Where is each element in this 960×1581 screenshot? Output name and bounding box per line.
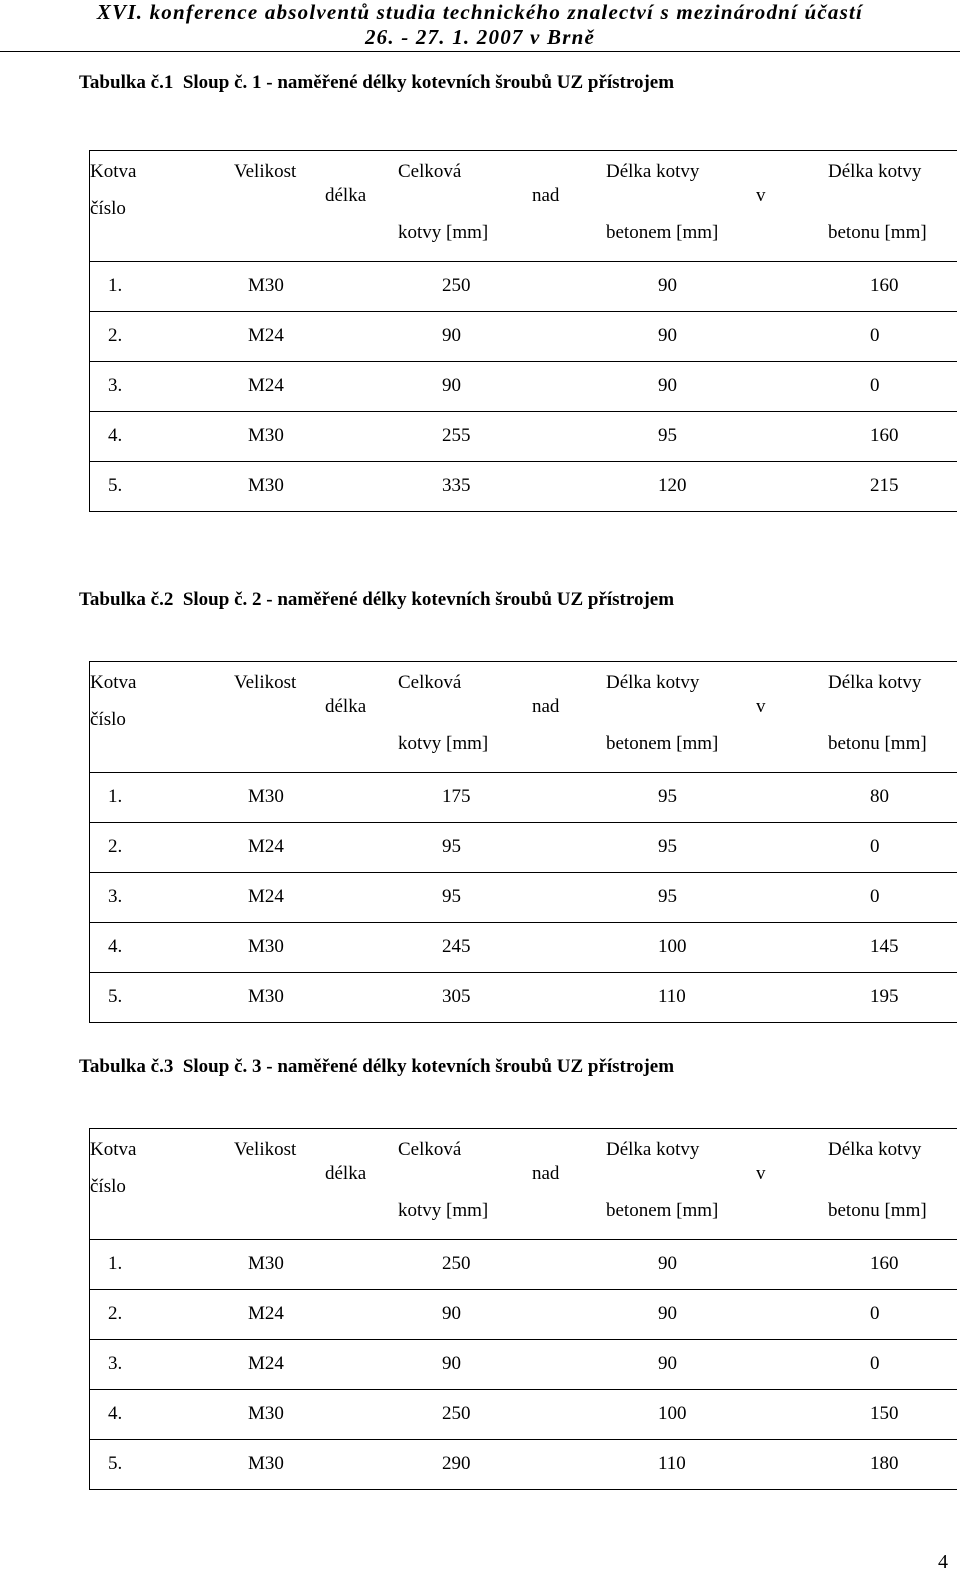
header-nad: nad [532, 696, 560, 717]
cell-length-in-concrete: 0 [870, 375, 880, 396]
table-row [90, 973, 957, 1022]
header-v: v [756, 1163, 766, 1184]
cell-length-above-concrete: 90 [658, 1253, 677, 1274]
header-delka-kotvy-above: Délka kotvy [606, 1139, 700, 1160]
header-kotvy-mm: kotvy [mm] [398, 733, 489, 754]
cell-length-above-concrete: 95 [658, 786, 677, 807]
table-row [90, 873, 957, 923]
cell-anchor-size: M30 [248, 425, 284, 446]
table-row [90, 412, 957, 462]
cell-length-in-concrete: 0 [870, 886, 880, 907]
header-velikost: Velikost [234, 1139, 297, 1160]
cell-length-in-concrete: 145 [870, 936, 899, 957]
cell-length-in-concrete: 180 [870, 1453, 899, 1474]
anchor-length-table [89, 1128, 957, 1490]
cell-anchor-number: 1. [108, 275, 123, 296]
cell-anchor-size: M30 [248, 475, 284, 496]
table-caption: Tabulka č.1 Sloup č. 1 - naměřené délky kotevních šroubů UZ přístrojem [79, 72, 675, 93]
cell-length-in-concrete: 195 [870, 986, 899, 1007]
table-row [90, 312, 957, 362]
table-header [90, 662, 957, 773]
cell-total-length: 245 [442, 936, 471, 957]
header-delka-kotvy-in: Délka kotvy [828, 672, 922, 693]
cell-anchor-number: 3. [108, 886, 123, 907]
cell-total-length: 290 [442, 1453, 471, 1474]
cell-anchor-size: M24 [248, 1303, 284, 1324]
header-rule [0, 51, 960, 52]
cell-length-in-concrete: 80 [870, 786, 889, 807]
cell-length-in-concrete: 160 [870, 275, 899, 296]
table-row [90, 1340, 957, 1390]
cell-total-length: 95 [442, 886, 461, 907]
cell-length-in-concrete: 215 [870, 475, 899, 496]
cell-length-above-concrete: 90 [658, 325, 677, 346]
cell-anchor-number: 2. [108, 325, 123, 346]
cell-length-above-concrete: 100 [658, 936, 687, 957]
cell-length-above-concrete: 110 [658, 986, 686, 1007]
table-caption: Tabulka č.2 Sloup č. 2 - naměřené délky kotevních šroubů UZ přístrojem [79, 589, 675, 610]
header-velikost: Velikost [234, 672, 297, 693]
header-v: v [756, 696, 766, 717]
cell-anchor-number: 2. [108, 836, 123, 857]
header-delka-kotvy-above: Délka kotvy [606, 672, 700, 693]
cell-anchor-number: 3. [108, 375, 123, 396]
cell-anchor-size: M24 [248, 886, 284, 907]
cell-total-length: 90 [442, 1303, 461, 1324]
cell-length-in-concrete: 0 [870, 1303, 880, 1324]
header-betonem: betonem [mm] [606, 222, 719, 243]
header-betonem: betonem [mm] [606, 1200, 719, 1221]
cell-anchor-number: 5. [108, 986, 123, 1007]
cell-length-in-concrete: 0 [870, 1353, 880, 1374]
table-row [90, 1240, 957, 1290]
header-delka: délka [325, 185, 367, 206]
cell-total-length: 90 [442, 1353, 461, 1374]
header-delka-kotvy-in: Délka kotvy [828, 1139, 922, 1160]
header-delka-kotvy-in: Délka kotvy [828, 161, 922, 182]
cell-anchor-size: M30 [248, 1453, 284, 1474]
header-velikost: Velikost [234, 161, 297, 182]
cell-length-in-concrete: 160 [870, 425, 899, 446]
table-row [90, 1440, 957, 1489]
cell-length-above-concrete: 90 [658, 275, 677, 296]
cell-anchor-number: 2. [108, 1303, 123, 1324]
table-row [90, 1390, 957, 1440]
cell-anchor-size: M30 [248, 275, 284, 296]
cell-anchor-number: 4. [108, 1403, 123, 1424]
table-row [90, 823, 957, 873]
header-kotvy-mm: kotvy [mm] [398, 1200, 489, 1221]
header-delka: délka [325, 1163, 367, 1184]
running-head-line-2: 26. - 27. 1. 2007 v Brně [364, 25, 596, 49]
cell-length-in-concrete: 0 [870, 325, 880, 346]
header-nad: nad [532, 1163, 560, 1184]
header-kotvy-mm: kotvy [mm] [398, 222, 489, 243]
cell-length-in-concrete: 0 [870, 836, 880, 857]
cell-length-above-concrete: 95 [658, 836, 677, 857]
header-cislo: číslo [90, 198, 126, 219]
cell-anchor-size: M30 [248, 986, 284, 1007]
running-head-line-1: XVI. konference absolventů studia technického znalectví s mezinárodní účastí [96, 0, 864, 24]
cell-length-above-concrete: 90 [658, 375, 677, 396]
cell-total-length: 175 [442, 786, 471, 807]
page-number: 4 [938, 1551, 948, 1573]
header-cislo: číslo [90, 1176, 126, 1197]
cell-anchor-size: M24 [248, 1353, 284, 1374]
cell-total-length: 95 [442, 836, 461, 857]
cell-total-length: 250 [442, 1403, 471, 1424]
header-nad: nad [532, 185, 560, 206]
header-betonem: betonem [mm] [606, 733, 719, 754]
header-kotva: Kotva [90, 161, 137, 182]
cell-anchor-size: M24 [248, 325, 284, 346]
cell-anchor-number: 1. [108, 786, 123, 807]
cell-length-in-concrete: 150 [870, 1403, 899, 1424]
cell-length-above-concrete: 95 [658, 886, 677, 907]
cell-anchor-number: 5. [108, 475, 123, 496]
cell-anchor-size: M24 [248, 836, 284, 857]
cell-length-above-concrete: 95 [658, 425, 677, 446]
cell-total-length: 305 [442, 986, 471, 1007]
cell-anchor-size: M30 [248, 1403, 284, 1424]
cell-total-length: 90 [442, 375, 461, 396]
header-celkova: Celková [398, 1139, 462, 1160]
cell-anchor-size: M30 [248, 1253, 284, 1274]
header-betonu: betonu [mm] [828, 733, 927, 754]
cell-anchor-size: M30 [248, 786, 284, 807]
cell-length-above-concrete: 90 [658, 1353, 677, 1374]
cell-total-length: 250 [442, 275, 471, 296]
header-betonu: betonu [mm] [828, 1200, 927, 1221]
header-celkova: Celková [398, 672, 462, 693]
anchor-length-table [89, 150, 957, 512]
cell-length-in-concrete: 160 [870, 1253, 899, 1274]
table-row [90, 262, 957, 312]
cell-length-above-concrete: 100 [658, 1403, 687, 1424]
table-header [90, 151, 957, 262]
table-row [90, 462, 957, 511]
cell-total-length: 90 [442, 325, 461, 346]
cell-length-above-concrete: 120 [658, 475, 687, 496]
cell-length-above-concrete: 90 [658, 1303, 677, 1324]
cell-total-length: 335 [442, 475, 471, 496]
cell-anchor-number: 4. [108, 425, 123, 446]
cell-total-length: 250 [442, 1253, 471, 1274]
cell-anchor-number: 4. [108, 936, 123, 957]
header-kotva: Kotva [90, 672, 137, 693]
header-delka: délka [325, 696, 367, 717]
header-celkova: Celková [398, 161, 462, 182]
anchor-length-table [89, 661, 957, 1023]
cell-anchor-number: 5. [108, 1453, 123, 1474]
cell-anchor-size: M24 [248, 375, 284, 396]
table-row [90, 923, 957, 973]
header-cislo: číslo [90, 709, 126, 730]
header-v: v [756, 185, 766, 206]
header-kotva: Kotva [90, 1139, 137, 1160]
cell-anchor-number: 3. [108, 1353, 123, 1374]
cell-length-above-concrete: 110 [658, 1453, 686, 1474]
header-delka-kotvy-above: Délka kotvy [606, 161, 700, 182]
cell-total-length: 255 [442, 425, 471, 446]
table-row [90, 1290, 957, 1340]
table-caption: Tabulka č.3 Sloup č. 3 - naměřené délky kotevních šroubů UZ přístrojem [79, 1056, 675, 1077]
table-header [90, 1129, 957, 1240]
header-betonu: betonu [mm] [828, 222, 927, 243]
cell-anchor-size: M30 [248, 936, 284, 957]
cell-anchor-number: 1. [108, 1253, 123, 1274]
table-row [90, 362, 957, 412]
table-row [90, 773, 957, 823]
